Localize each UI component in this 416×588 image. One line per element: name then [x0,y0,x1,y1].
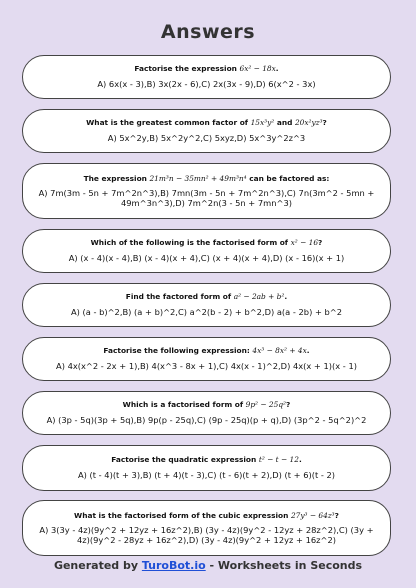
question-text: The expression 21m³n − 35mn² + 49m³n⁴ can be factored as: [83,173,330,183]
footer-suffix: - Worksheets in Seconds [205,559,363,572]
page-title: Answers [160,21,256,43]
brand-link[interactable]: TuroBot.io [141,559,206,572]
question-text: Which is a factorised form of 9p² − 25q²? [122,400,291,410]
answer-options: A) 4x(x^2 - 2x + 1),B) 4(x^3 - 8x + 1),C) 4x(x - 1)^2,D) 4x(x + 1)(x - 1) [56,360,357,371]
question-card-3 [22,163,391,219]
question-card-4 [22,229,391,273]
question-card-5 [22,283,391,327]
answer-options: A) 7m(3m - 5n + 7m^2n^3),B) 7mn(3m - 5n + 7m^2n^3),C) 7n(3m^2 - 5mn + 49m^3n^3),D) 7m^2n(3 - 5n + 7mn^3) [38,187,375,208]
question-text: Factorise the expression 6x² − 18x. [134,64,279,74]
answer-options: A) (t - 4)(t + 3),B) (t + 4)(t - 3),C) (t - 6)(t + 2),D) (t + 6)(t - 2) [78,469,335,480]
question-card-7 [22,391,391,435]
answer-options: A) (3p - 5q)(3p + 5q),B) 9p(p - 25q),C) (9p - 25q)(p + q),D) (3p^2 - 5q^2)^2 [46,414,367,425]
answer-options: A) (a - b)^2,B) (a + b)^2,C) a^2(b - 2) + b^2,D) a(a - 2b) + b^2 [70,306,343,317]
answer-options: A) 6x(x - 3),B) 3x(2x - 6),C) 2x(3x - 9),D) 6(x^2 - 3x) [97,78,316,89]
answer-options: A) (x - 4)(x - 4),B) (x - 4)(x + 4),C) (x + 4)(x + 4),D) (x - 16)(x + 1) [68,252,345,263]
question-text: Factorise the following expression: 4x³ − 8x² + 4x. [103,346,310,356]
question-card-1 [22,55,391,99]
answer-options: A) 5x^2y,B) 5x^2y^2,C) 5xyz,D) 5x^3y^2z^3 [107,132,306,143]
question-text: What is the factorised form of the cubic expression 27y³ − 64z³? [74,510,339,520]
question-text: Which of the following is the factorised form of x² − 16? [90,238,323,248]
question-card-6 [22,337,391,381]
footer-prefix: Generated by [53,559,142,572]
answer-options: A) 3(3y - 4z)(9y^2 + 12yz + 16z^2),B) (3y - 4z)(9y^2 - 12yz + 28z^2),C) (3y + 4z)(9y^2 - 28yz + 16z^2),D) (3y - 4z)(9y^2 + 12yz + 16z^2) [39,524,374,545]
question-text: Find the factored form of a² − 2ab + b². [125,292,288,302]
question-card-8 [22,445,391,491]
question-text: What is the greatest common factor of 15x³y² and 20x²yz³? [86,118,327,128]
question-card-2 [22,109,391,153]
question-card-9 [22,500,391,556]
question-text: Factorise the quadratic expression t² − t − 12. [111,455,302,465]
footer [0,559,416,572]
